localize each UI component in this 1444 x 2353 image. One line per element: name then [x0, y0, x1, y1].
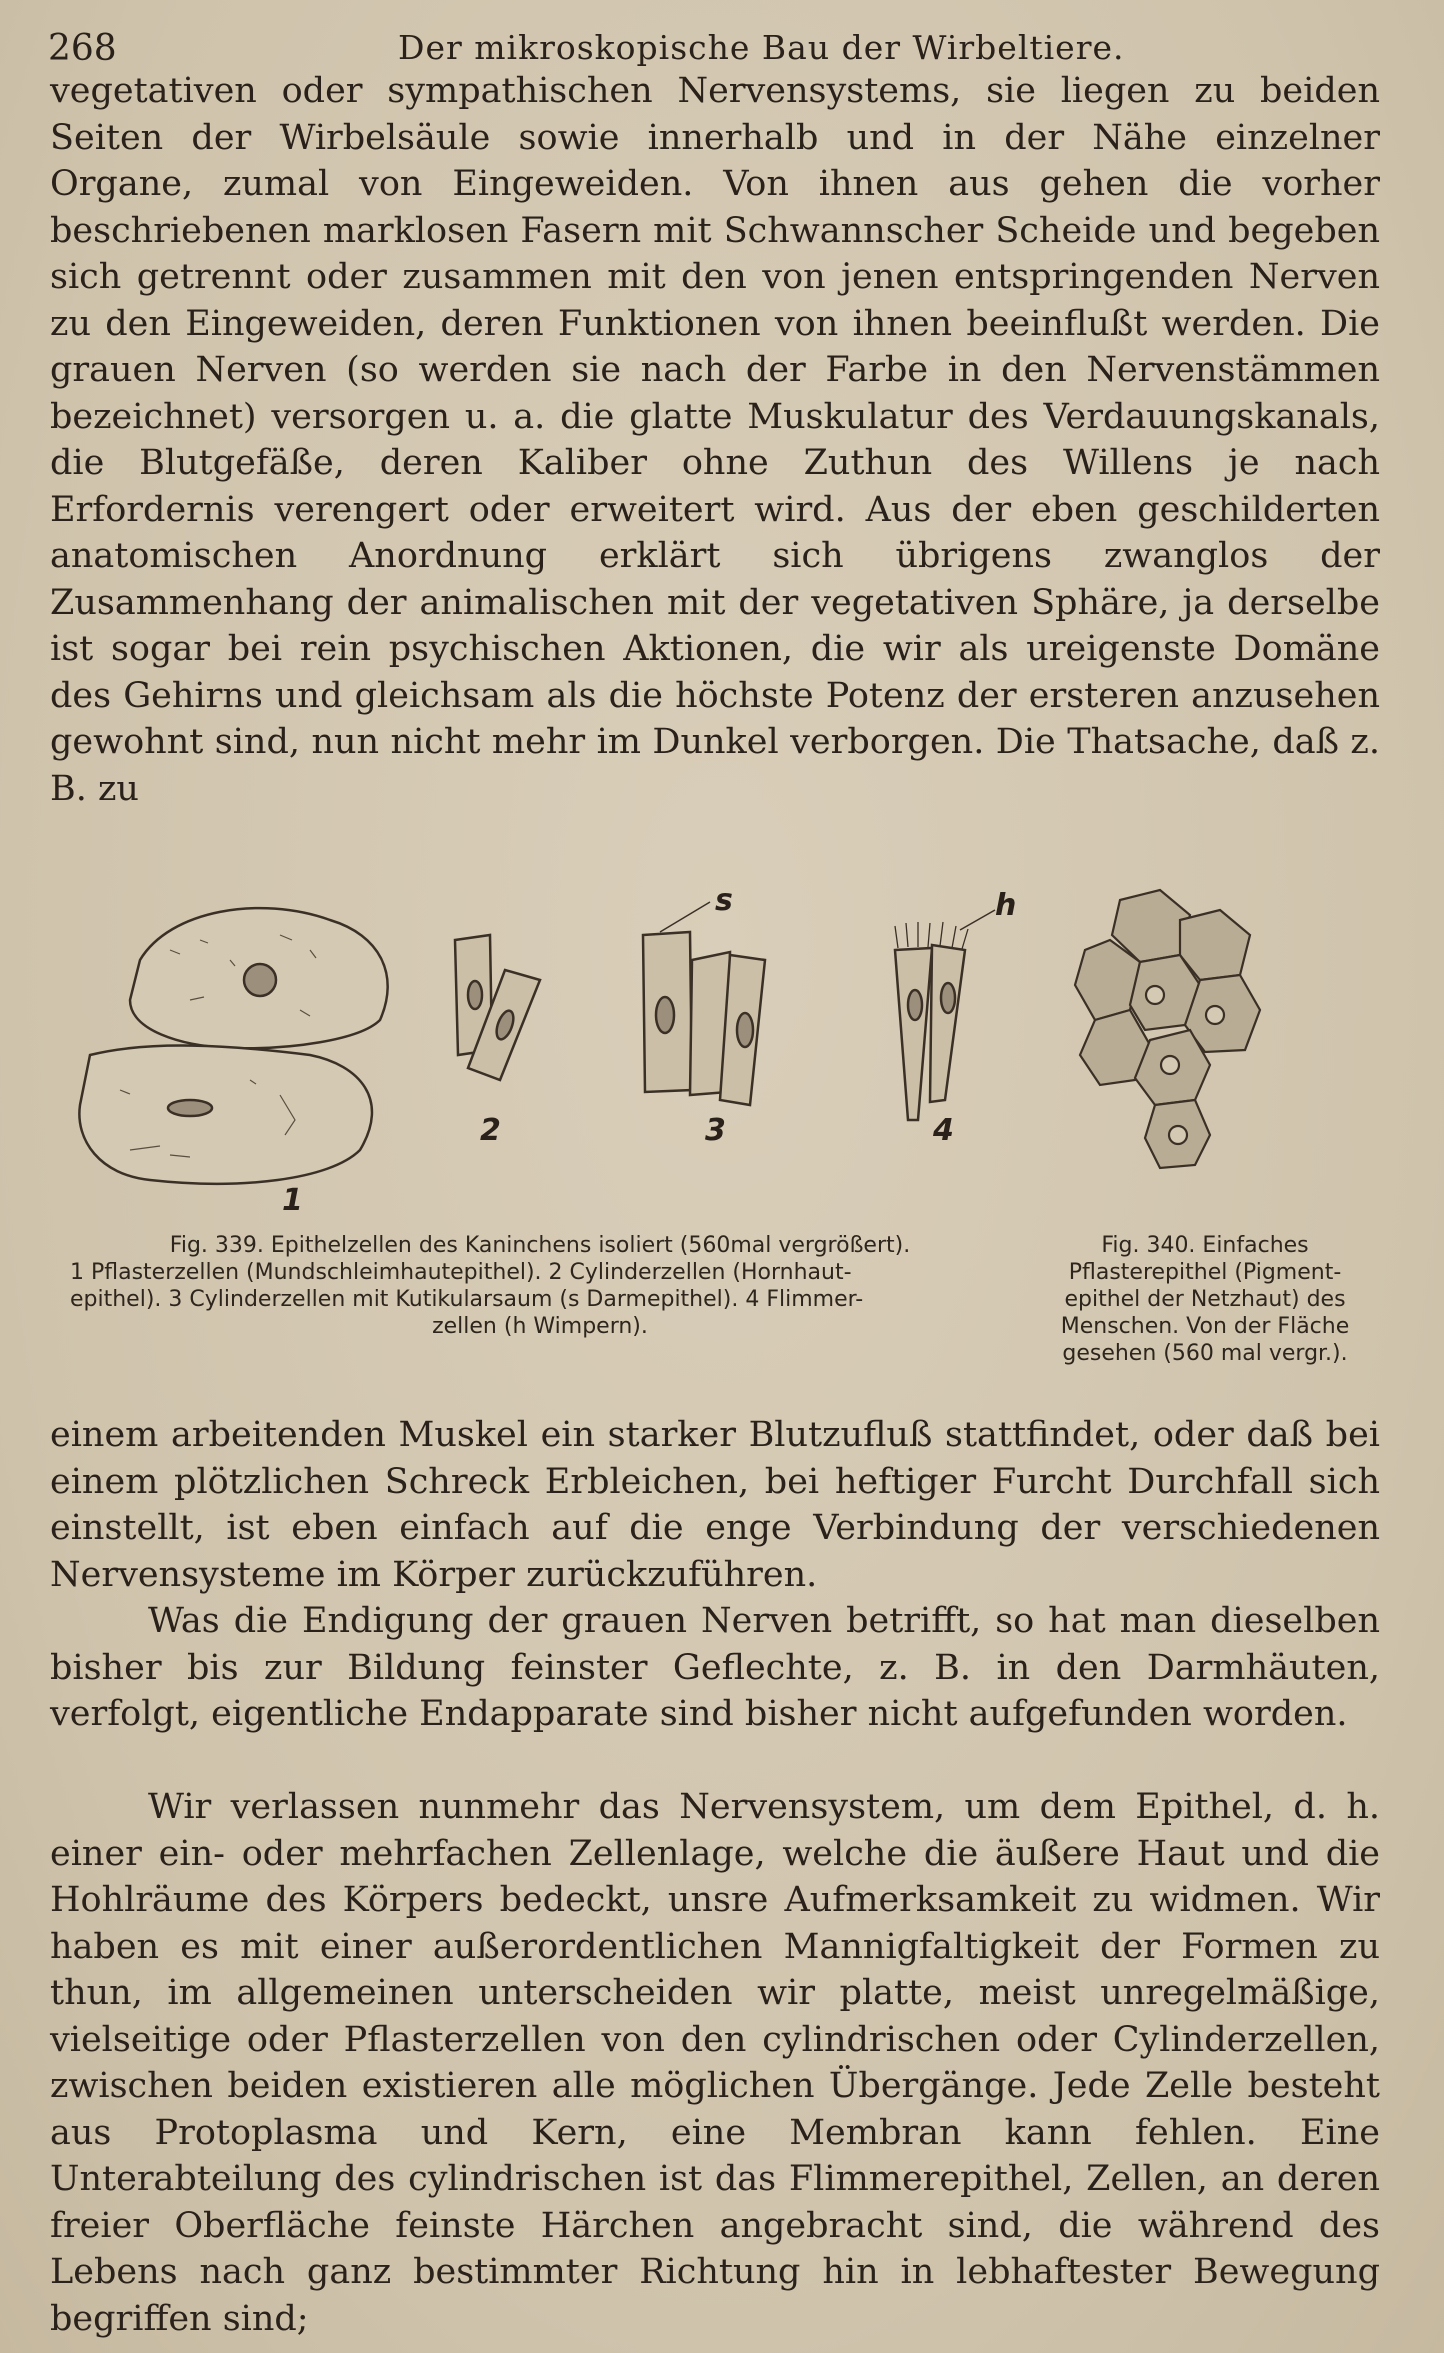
fig-label-h: h [995, 888, 1017, 923]
caption-339-title: Fig. 339. Epithelzellen des Kaninchens isoliert (560mal vergrößert). [169, 1233, 911, 1258]
caption-340-line3: epithel der Netzhaut) des [1064, 1287, 1346, 1312]
squamous-cell-top [130, 908, 388, 1048]
cylinder-cells-2 [455, 935, 540, 1080]
caption-339-line3: epithel). 3 Cylinderzellen mit Kutikularsaum (s Darmepithel). 4 Flimmer- [70, 1287, 864, 1312]
caption-339-line4: zellen (h Wimpern). [432, 1314, 648, 1339]
caption-340-line2: Pflasterepithel (Pigment- [1068, 1260, 1342, 1285]
running-head: Der mikroskopische Bau der Wirbeltiere. [398, 28, 1125, 67]
fig-label-2: 2 [480, 1113, 501, 1148]
page-number: 268 [48, 28, 117, 69]
fig-label-3: 3 [705, 1113, 726, 1148]
caption-340-line5: gesehen (560 mal vergr.). [1062, 1341, 1348, 1366]
caption-340-line1: Fig. 340. Einfaches [1101, 1233, 1309, 1258]
cylinder-cells-3 [643, 902, 765, 1105]
fig-label-1: 1 [282, 1183, 303, 1218]
fig-label-s: s [715, 883, 733, 918]
caption-339-line2: 1 Pflasterzellen (Mundschleimhautepithel). 2 Cylinderzellen (Hornhaut- [70, 1260, 852, 1285]
caption-fig-340 [1035, 1232, 1375, 1367]
paragraph-4: Wir verlassen nunmehr das Nervensystem, um dem Epithel, d. h. einer ein- oder mehrfachen Zellenlage, welche die äußere Haut und die Hohlräume des Körpers bedeckt, unsre Aufmerksamkeit zu widmen. Wir haben es mit einer außerordentlichen Mannigfaltigkeit der Formen zu thun, im allgemeinen unterscheiden wir platte, meist unregelmäßige, vielseitige oder Pflasterzellen von den cylindrischen oder Cylinderzellen, zwischen beiden existieren alle möglichen Übergänge. Jede Zelle besteht aus Protoplasma und Kern, eine Membran kann fehlen. Eine Unterabteilung des cylindrischen ist das Flimmerepithel, Zellen, an deren freier Oberfläche feinste Härchen angebracht sind, die während des Lebens nach ganz bestimmter Richtung hin in lebhaftester Bewegung begriffen sind; [50, 1787, 1380, 2339]
caption-340-line4: Menschen. Von der Fläche [1060, 1314, 1350, 1339]
figure-339-340-illustration [60, 880, 1350, 1220]
squamous-cell-bottom [79, 1046, 372, 1184]
paragraph-3: Was die Endigung der grauen Nerven betrifft, so hat man dieselben bisher bis zur Bildung feinster Geflechte, z. B. in den Darmhäuten, verfolgt, eigentliche Endapparate sind bisher nicht aufgefunden worden. [50, 1601, 1380, 1734]
caption-fig-339 [70, 1232, 1010, 1340]
paragraph-2: einem arbeitenden Muskel ein starker Blutzufluß stattfindet, oder daß bei einem plötzlichen Schreck Erbleichen, bei heftiger Furcht Durchfall sich einstellt, ist eben einfach auf die enge Verbindung der verschiedenen Nervensysteme im Körper zurückzuführen. [50, 1415, 1380, 1595]
pigment-epithelium-hexagons [1075, 890, 1260, 1168]
ciliated-cells-4 [895, 910, 995, 1120]
fig-label-4: 4 [933, 1113, 954, 1148]
paragraph-1: vegetativen oder sympathischen Nervensystems, sie liegen zu beiden Seiten der Wirbelsäule sowie innerhalb und in der Nähe einzelner Organe, zumal von Eingeweiden. Von ihnen aus gehen die vorher beschriebenen marklosen Fasern mit Schwannscher Scheide und begeben sich getrennt oder zusammen mit den von jenen entspringenden Nerven zu den Eingeweiden, deren Funktionen von ihnen beeinflußt werden. Die grauen Nerven (so werden sie nach der Farbe in den Nervenstämmen bezeichnet) versorgen u. a. die glatte Muskulatur des Verdauungskanals, die Blutgefäße, deren Kaliber ohne Zuthun des Willens je nach Erfordernis verengert oder erweitert wird. Aus der eben geschilderten anatomischen Anordnung erklärt sich übrigens zwanglos der Zusammenhang der animalischen mit der vegetativen Sphäre, ja derselbe ist sogar bei rein psychischen Aktionen, die wir als ureigenste Domäne des Gehirns und gleichsam als die höchste Potenz der ersteren anzusehen gewohnt sind, nun nicht mehr im Dunkel verborgen. Die Thatsache, daß z. B. zu [50, 71, 1380, 809]
